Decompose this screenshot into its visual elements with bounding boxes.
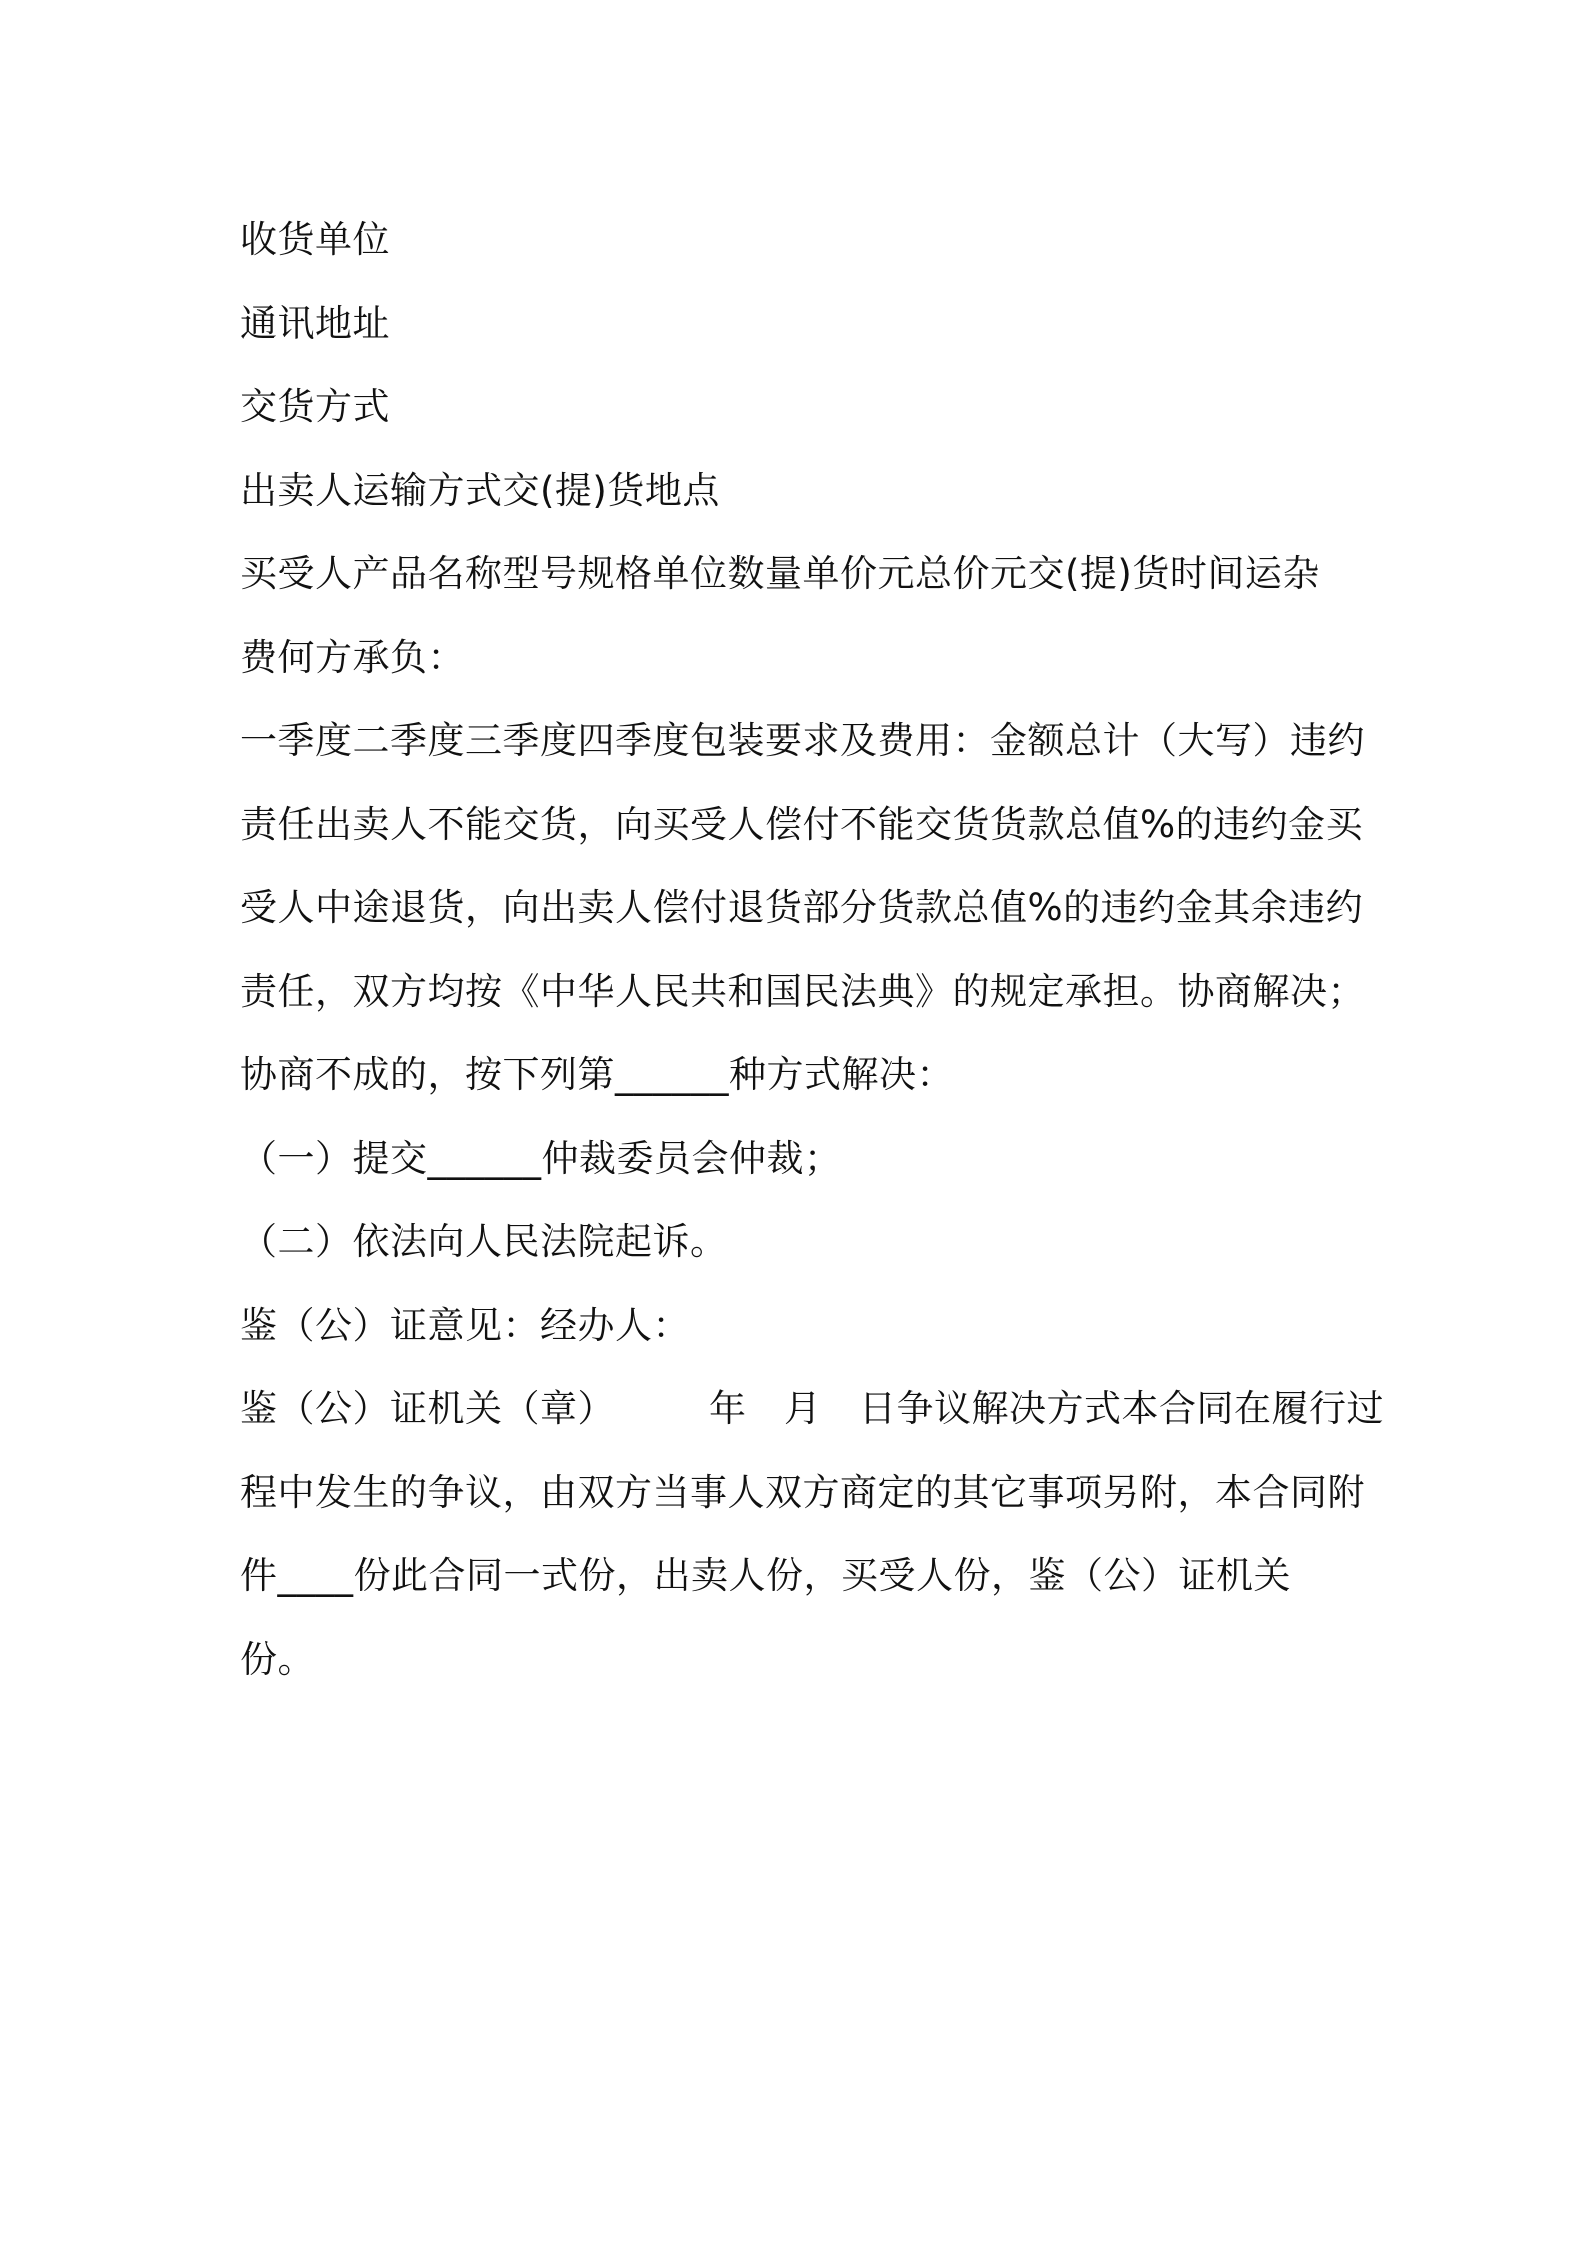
line-dispute-2: 程中发生的争议，由双方当事人双方商定的其它事项另附，本合同附 [240,1470,1365,1514]
line-delivery-method: 交货方式 [240,385,390,428]
document-body [240,198,1384,1701]
line-consignee-unit: 收货单位 [240,218,390,261]
line-liability-2: 受人中途退货，向出卖人偿付退货部分货款总值%的违约金其余违约 [240,886,1364,929]
line-notary-office: 鉴（公）证机关（章） 年 月 日争议解决方式本合同在履行过 [240,1387,1384,1430]
line-buyer-product: 买受人产品名称型号规格单位数量单价元总价元交(提)货时间运杂 [240,552,1320,595]
line-option-court: （二）依法向人民法院起诉。 [240,1220,728,1263]
line-freight-bearer: 费何方承负： [240,635,465,679]
line-copies-end: 份。 [240,1637,315,1681]
line-notary-opinion: 鉴（公）证意见：经办人： [240,1303,690,1347]
line-liability-1: 责任出卖人不能交货，向买受人偿付不能交货货款总值%的违约金买 [240,802,1364,846]
line-dispute-choice: 协商不成的，按下列第______种方式解决： [240,1053,954,1096]
line-option-arbitration: （一）提交______仲裁委员会仲裁； [240,1136,842,1180]
line-quarters-packaging: 一季度二季度三季度四季度包装要求及费用：金额总计（大写）违约 [240,719,1365,762]
line-mailing-address: 通讯地址 [240,301,390,345]
line-seller-transport: 出卖人运输方式交(提)货地点 [240,468,720,512]
line-liability-3: 责任，双方均按《中华人民共和国民法典》的规定承担。协商解决； [240,969,1365,1013]
line-copies: 件____份此合同一式份，出卖人份，买受人份，鉴（公）证机关 [240,1554,1291,1597]
